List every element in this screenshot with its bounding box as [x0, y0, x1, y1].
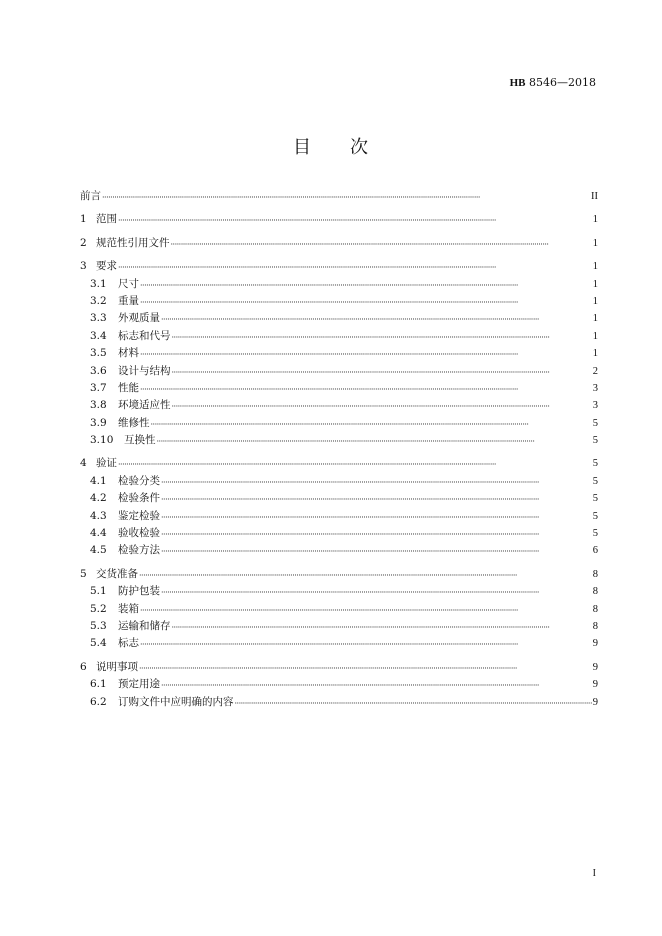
toc-entry-title: 材料	[118, 347, 139, 360]
toc-entry[interactable]	[80, 363, 598, 380]
toc-entry-number: 5.3	[90, 619, 107, 632]
toc-dot-leader	[151, 418, 592, 429]
toc-entry-title: 装箱	[118, 602, 139, 615]
toc-dot-leader	[172, 400, 592, 411]
toc-dot-leader	[171, 238, 592, 249]
toc-entry[interactable]	[80, 508, 598, 525]
toc-entry-page: 5	[592, 510, 598, 522]
toc-entry-page: 1	[592, 261, 598, 273]
toc-entry[interactable]	[80, 432, 598, 449]
toc-entry[interactable]	[80, 583, 598, 600]
toc-entry-title: 验收检验	[118, 527, 160, 540]
toc-entry[interactable]	[80, 635, 598, 652]
toc-dot-leader	[118, 261, 592, 272]
toc-dot-leader	[139, 662, 592, 673]
toc-dot-leader	[161, 511, 592, 522]
toc-entry-title: 要求	[96, 260, 117, 273]
toc-entry-title: 检验条件	[118, 492, 160, 505]
toc-entry[interactable]	[80, 490, 598, 507]
toc-entry-title: 验证	[96, 457, 117, 470]
toc-entry-number: 3.6	[90, 364, 107, 377]
toc-dot-leader	[139, 569, 592, 580]
toc-dot-leader	[172, 366, 592, 377]
toc-entry[interactable]	[80, 542, 598, 559]
toc-entry-title: 设计与结构	[118, 364, 171, 377]
toc-dot-leader	[161, 586, 592, 597]
toc-entry[interactable]	[80, 293, 598, 310]
toc-entry-page: 1	[592, 330, 598, 342]
toc-entry-title: 标志	[118, 637, 139, 650]
toc-entry-page: II	[591, 191, 598, 202]
toc-entry-page: 1	[592, 348, 598, 360]
toc-entry-page: 8	[592, 568, 598, 580]
toc-dot-leader	[161, 679, 592, 690]
toc-entry-page: 8	[592, 586, 598, 598]
toc-entry-number: 3	[80, 260, 87, 273]
toc-entry-page: 8	[592, 620, 598, 632]
toc-entry-number: 3.8	[90, 399, 107, 412]
toc-entry[interactable]	[80, 188, 598, 205]
toc-entry-number: 3.4	[90, 329, 107, 342]
toc-entry-number: 2	[80, 236, 87, 249]
toc-entry-number: 3.2	[90, 294, 107, 307]
toc-entry-title: 范围	[96, 213, 117, 226]
toc-entry-title: 尺寸	[118, 277, 139, 290]
toc-entry[interactable]	[80, 676, 598, 693]
toc-entry[interactable]	[80, 525, 598, 542]
toc-entry-title: 订购文件中应明确的内容	[118, 695, 234, 708]
toc-entry-title: 交货准备	[96, 567, 138, 580]
toc-dot-leader	[161, 476, 592, 487]
toc-entry-title: 标志和代号	[118, 329, 171, 342]
toc-dot-leader	[102, 191, 590, 202]
toc-entry[interactable]	[80, 694, 598, 711]
toc-entry-number: 5.2	[90, 602, 107, 615]
toc-entry-title: 性能	[118, 381, 139, 394]
toc-entry-title: 检验方法	[118, 544, 160, 557]
toc-entry-title: 运输和储存	[118, 619, 171, 632]
toc-entry-page: 1	[592, 313, 598, 325]
toc-entry[interactable]	[80, 211, 598, 228]
toc-entry-page: 3	[592, 382, 598, 394]
toc-entry[interactable]	[80, 659, 598, 676]
toc-entry-number: 5.4	[90, 637, 107, 650]
toc-entry[interactable]	[80, 601, 598, 618]
toc-entry-number: 4	[80, 457, 87, 470]
toc-entry-number: 3.1	[90, 277, 107, 290]
toc-entry-page: 1	[592, 214, 598, 226]
toc-entry-title: 鉴定检验	[118, 509, 160, 522]
toc-entry-title: 环境适应性	[118, 399, 171, 412]
toc-entry-page: 9	[592, 661, 598, 673]
toc-dot-leader	[118, 458, 592, 469]
toc-entry-title: 说明事项	[96, 660, 138, 673]
toc-dot-leader	[172, 621, 592, 632]
toc-dot-leader	[235, 697, 592, 708]
page-title: 目 次	[293, 137, 369, 158]
toc-entry-number: 5.1	[90, 585, 107, 598]
toc-entry-page: 5	[592, 528, 598, 540]
toc-entry[interactable]	[80, 235, 598, 252]
toc-entry-number: 4.5	[90, 544, 107, 557]
toc-entry-number: 6.1	[90, 678, 107, 691]
toc-entry-title: 互换性	[124, 434, 156, 447]
toc-entry[interactable]	[80, 397, 598, 414]
toc-dot-leader	[140, 279, 592, 290]
toc-entry-page: 1	[592, 295, 598, 307]
document-code	[510, 76, 596, 89]
toc-entry-page: 9	[592, 638, 598, 650]
toc-entry-number: 5	[80, 567, 87, 580]
toc-entry-title: 外观质量	[118, 312, 160, 325]
toc-entry-page: 5	[592, 458, 598, 470]
toc-entry-number: 4.2	[90, 492, 107, 505]
toc-dot-leader	[140, 383, 592, 394]
toc-dot-leader	[157, 435, 592, 446]
toc-entry[interactable]	[80, 276, 598, 293]
table-of-contents	[80, 188, 598, 711]
toc-entry-number: 4.3	[90, 509, 107, 522]
document-code-prefix: HB	[509, 77, 526, 89]
page-number: I	[592, 868, 596, 879]
toc-entry-page: 2	[592, 365, 598, 377]
toc-entry-page: 5	[592, 435, 598, 447]
toc-entry[interactable]	[80, 415, 598, 432]
toc-dot-leader	[140, 638, 592, 649]
toc-entry-title: 检验分类	[118, 474, 160, 487]
toc-entry-page: 1	[592, 237, 598, 249]
toc-entry-number: 1	[80, 213, 87, 226]
toc-entry-number: 3.10	[90, 434, 114, 447]
toc-entry-title: 预定用途	[118, 678, 160, 691]
toc-entry-page: 1	[592, 278, 598, 290]
toc-entry[interactable]	[80, 618, 598, 635]
toc-entry-title: 防护包装	[118, 585, 160, 598]
toc-entry-page: 8	[592, 603, 598, 615]
toc-entry-number: 6.2	[90, 695, 107, 708]
toc-entry-number: 6	[80, 660, 87, 673]
toc-entry-number: 3.3	[90, 312, 107, 325]
toc-entry-number: 4.1	[90, 474, 107, 487]
toc-entry-title: 前言	[80, 190, 101, 202]
toc-entry[interactable]	[80, 380, 598, 397]
toc-entry-page: 5	[592, 417, 598, 429]
toc-dot-leader	[140, 604, 592, 615]
toc-dot-leader	[161, 313, 592, 324]
toc-entry[interactable]	[80, 455, 598, 472]
toc-entry-number: 4.4	[90, 527, 107, 540]
toc-dot-leader	[161, 528, 592, 539]
toc-entry[interactable]	[80, 310, 598, 327]
toc-entry[interactable]	[80, 566, 598, 583]
toc-entry-page: 3	[592, 400, 598, 412]
toc-dot-leader	[118, 214, 592, 225]
toc-entry[interactable]	[80, 258, 598, 275]
toc-entry[interactable]	[80, 473, 598, 490]
toc-entry-page: 5	[592, 475, 598, 487]
toc-entry-number: 3.5	[90, 347, 107, 360]
toc-entry-title: 维修性	[118, 416, 150, 429]
toc-entry-page: 5	[592, 493, 598, 505]
toc-entry-page: 9	[592, 696, 598, 708]
toc-entry-page: 6	[592, 545, 598, 557]
toc-entry-number: 3.9	[90, 416, 107, 429]
toc-entry[interactable]	[80, 328, 598, 345]
toc-entry-title: 规范性引用文件	[96, 236, 170, 249]
toc-entry[interactable]	[80, 345, 598, 362]
document-code-number: 8546—2018	[525, 76, 596, 89]
toc-dot-leader	[140, 296, 592, 307]
toc-entry-title: 重量	[118, 294, 139, 307]
toc-dot-leader	[161, 545, 592, 556]
toc-dot-leader	[161, 493, 592, 504]
toc-dot-leader	[140, 348, 592, 359]
toc-entry-page: 9	[592, 679, 598, 691]
toc-entry-number: 3.7	[90, 381, 107, 394]
toc-dot-leader	[172, 331, 592, 342]
